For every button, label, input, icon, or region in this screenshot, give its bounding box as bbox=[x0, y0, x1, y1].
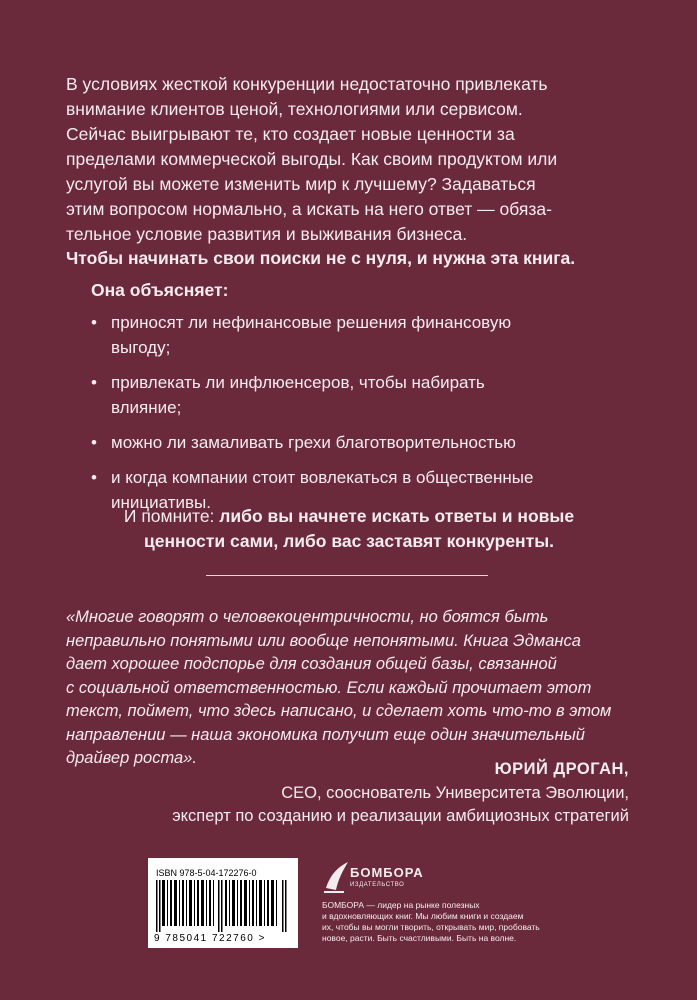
intro-line: тельное условие развития и выживания бизнеса. bbox=[66, 224, 468, 244]
publisher-line: БОМБОРА — лидер на рынке полезных bbox=[322, 900, 480, 910]
list-item-line: влияние; bbox=[111, 398, 182, 417]
divider bbox=[206, 575, 488, 576]
list-item-line: выгоду; bbox=[111, 338, 171, 357]
intro-line: пределами коммерческой выгоды. Как своим продуктом или bbox=[66, 149, 558, 169]
bullet-icon: • bbox=[91, 313, 97, 332]
publisher-line: и вдохновляющих книг. Мы любим книги и создаем bbox=[322, 911, 524, 921]
author-role: эксперт по созданию и реализации амбициозных стратегий bbox=[172, 807, 629, 825]
lead-sentence: Чтобы начинать свои поиски не с нуля, и нужна эта книга. bbox=[66, 248, 576, 268]
closing-prefix: И помните: bbox=[123, 506, 220, 526]
publisher-line: их, чтобы вы могли творить, открывать мир, пробовать bbox=[322, 922, 540, 932]
barcode bbox=[148, 858, 298, 948]
quote-line: дает хорошее подспорье для создания общей базы, связанной bbox=[66, 655, 557, 673]
barcode-bars-icon bbox=[156, 880, 290, 932]
closing-bold-line1: либо вы начнете искать ответы и новые bbox=[219, 506, 575, 526]
list-item-line: приносят ли нефинансовые решения финансовую bbox=[111, 313, 512, 332]
list-item bbox=[66, 370, 606, 420]
author-name: ЮРИЙ ДРОГАН, bbox=[494, 760, 629, 778]
quote-line: направлении — наша экономика получит еще один значительный bbox=[66, 725, 585, 744]
list-item bbox=[66, 310, 606, 360]
quote-line: неправильно понятыми или вообще непонятыми. Книга Эдманса bbox=[66, 631, 581, 650]
quote-author bbox=[69, 758, 629, 829]
bullet-icon: • bbox=[91, 468, 97, 487]
bullet-icon: • bbox=[91, 373, 97, 392]
quote-line: с социальной ответственностью. Если каждый прочитает этот bbox=[66, 678, 592, 697]
intro-paragraph bbox=[66, 72, 626, 247]
bombora-logo-icon bbox=[322, 858, 352, 894]
testimonial-quote bbox=[66, 606, 636, 771]
list-item-line: можно ли замаливать грехи благотворительностью bbox=[111, 433, 516, 452]
publisher-line: новое, расти. Быть счастливыми. Быть на волне. bbox=[322, 933, 517, 943]
publisher-logo-text: БОМБОРА bbox=[350, 865, 424, 880]
intro-line: услугой вы можете изменить мир к лучшему? Задаваться bbox=[66, 174, 536, 194]
intro-line: В условиях жесткой конкуренции недостаточно привлекать bbox=[66, 74, 548, 94]
intro-line: Сейчас выигрывают те, кто создает новые ценности за bbox=[66, 124, 515, 144]
intro-line: внимание клиентов ценой, технологиями или сервисом. bbox=[66, 99, 523, 119]
intro-line: этим вопросом нормально, а искать на него ответ — обяза- bbox=[66, 199, 552, 219]
quote-line: «Многие говорят о человекоцентричности, но боятся быть bbox=[66, 608, 549, 626]
author-role: CEO, сооснователь Университета Эволюции, bbox=[281, 783, 629, 802]
list-item bbox=[66, 430, 606, 455]
bullet-icon: • bbox=[91, 433, 97, 452]
isbn-label: ISBN 978-5-04-172276-0 bbox=[156, 868, 257, 878]
publisher-blurb bbox=[322, 900, 562, 944]
closing-statement bbox=[66, 504, 632, 554]
closing-bold-line2: ценности сами, либо вас заставят конкуренты. bbox=[143, 531, 555, 551]
publisher-logo-sub: ИЗДАТЕЛЬСТВО bbox=[350, 882, 405, 888]
list-item-line: инициативы. bbox=[111, 493, 211, 512]
quote-line: текст, поймет, что здесь написано, и сделает хоть что-то в этом bbox=[66, 702, 612, 720]
bullet-list bbox=[66, 310, 606, 525]
barcode-number: 9 785041 722760 > bbox=[154, 933, 266, 944]
list-item-line: и когда компании стоит вовлекаться в общественные bbox=[111, 468, 534, 487]
quote-line: драйвер роста». bbox=[66, 749, 197, 767]
list-item-line: привлекать ли инфлюенсеров, чтобы набирать bbox=[111, 373, 485, 392]
explains-heading: Она объясняет: bbox=[91, 280, 229, 300]
